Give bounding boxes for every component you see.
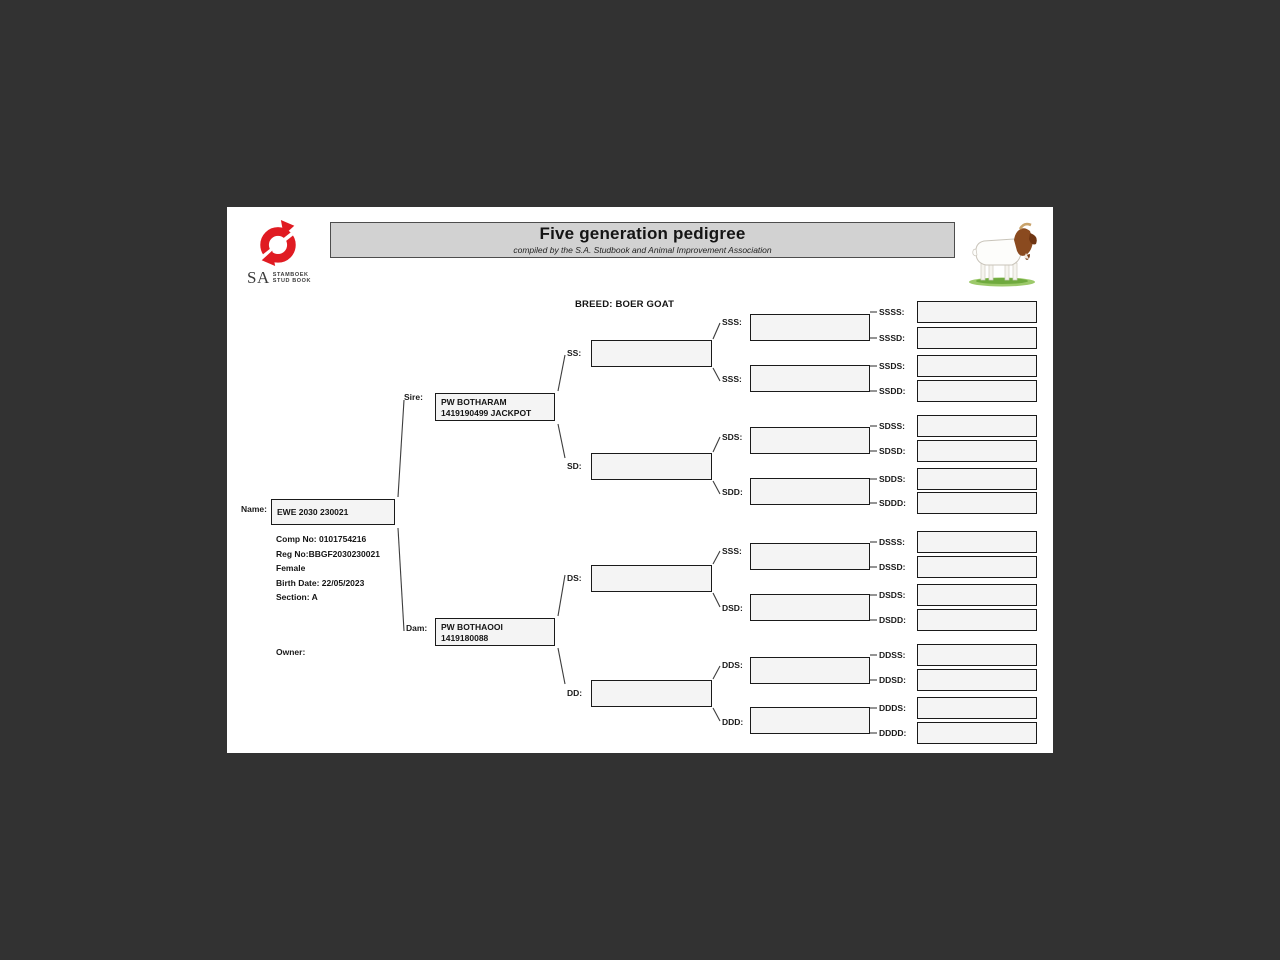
gen5-label-6: SDSD: [879, 446, 906, 456]
gen5-label-9: DSSS: [879, 537, 905, 547]
sire-reg: 1419190499 JACKPOT [441, 407, 532, 418]
dam-label: Dam: [406, 623, 428, 633]
page-subtitle: compiled by the S.A. Studbook and Animal Improvement Association [513, 245, 772, 255]
reg-no: Reg No:BBGF2030230021 [276, 548, 380, 559]
gen4-box-1 [750, 314, 870, 341]
gen5-label-8: SDDD: [879, 498, 906, 508]
gen5-box-11 [917, 584, 1037, 606]
gen5-label-10: DSSD: [879, 562, 906, 572]
gen5-label-15: DDDS: [879, 703, 906, 713]
dam-box [435, 618, 555, 646]
logo-wordmark [273, 272, 311, 285]
gen5-box-14 [917, 669, 1037, 691]
gen4-box-7 [750, 657, 870, 684]
gen4-label-1: SSS: [722, 317, 742, 327]
dam-name: PW BOTHAOOI [441, 622, 503, 632]
ss-box [591, 340, 712, 367]
gen4-box-5 [750, 543, 870, 570]
gen5-label-2: SSSD: [879, 333, 905, 343]
gen5-box-6 [917, 440, 1037, 462]
sa-studbook-logo [247, 219, 347, 285]
gen5-box-12 [917, 609, 1037, 631]
sd-label: SD: [567, 461, 582, 471]
subject-details [276, 532, 380, 605]
gen5-box-15 [917, 697, 1037, 719]
gen4-box-8 [750, 707, 870, 734]
comp-no: Comp No: 0101754216 [276, 534, 367, 544]
subject-name: EWE 2030 230021 [277, 507, 349, 517]
logo-stamboek-text: STAMBOEK [272, 272, 309, 278]
sex: Female [276, 563, 306, 574]
gen5-label-16: DDDD: [879, 728, 907, 738]
gen4-box-6 [750, 594, 870, 621]
logo-studbook-text: STUD BOOK [272, 278, 312, 284]
gen5-box-13 [917, 644, 1037, 666]
gen5-label-14: DDSD: [879, 675, 906, 685]
gen5-box-9 [917, 531, 1037, 553]
gen4-box-4 [750, 478, 870, 505]
ss-label: SS: [567, 348, 582, 358]
section: Section: A [276, 592, 318, 603]
gen5-label-4: SSDD: [879, 386, 906, 396]
sire-name: PW BOTHARAM [441, 397, 507, 407]
gen5-box-2 [917, 327, 1037, 349]
sd-box [591, 453, 712, 480]
ds-box [591, 565, 712, 592]
gen4-label-6: DSD: [722, 603, 743, 613]
name-label: Name: [241, 504, 267, 514]
gen5-box-10 [917, 556, 1037, 578]
gen5-label-1: SSSS: [879, 307, 905, 317]
gen5-box-1 [917, 301, 1037, 323]
boer-goat-illustration-icon [964, 221, 1042, 294]
gen5-box-7 [917, 468, 1037, 490]
dd-label: DD: [567, 688, 583, 698]
gen4-label-8: DDD: [722, 717, 744, 727]
gen4-box-2 [750, 365, 870, 392]
gen4-box-3 [750, 427, 870, 454]
sire-box [435, 393, 555, 421]
sire-label: Sire: [404, 392, 423, 402]
title-bar [330, 222, 955, 258]
gen5-label-7: SDDS: [879, 474, 906, 484]
logo-arrows-icon [255, 219, 347, 272]
ds-label: DS: [567, 573, 582, 583]
gen4-label-5: SSS: [722, 546, 742, 556]
logo-sa-text: SA [247, 268, 270, 287]
gen5-box-4 [917, 380, 1037, 402]
gen4-label-3: SDS: [722, 432, 743, 442]
breed-label: BREED: BOER GOAT [575, 299, 675, 310]
gen4-label-4: SDD: [722, 487, 743, 497]
birth-date: Birth Date: 22/05/2023 [276, 577, 365, 588]
owner-label: Owner: [276, 647, 306, 657]
gen5-label-13: DDSS: [879, 650, 906, 660]
gen5-box-3 [917, 355, 1037, 377]
dam-reg: 1419180088 [441, 632, 489, 643]
gen4-label-7: DDS: [722, 660, 743, 670]
pedigree-page [227, 207, 1053, 753]
gen5-box-5 [917, 415, 1037, 437]
dd-box [591, 680, 712, 707]
page-title: Five generation pedigree [539, 224, 746, 243]
gen4-label-2: SSS: [722, 374, 742, 384]
subject-name-box [271, 499, 395, 525]
gen5-label-12: DSDD: [879, 615, 906, 625]
gen5-label-3: SSDS: [879, 361, 905, 371]
gen5-box-16 [917, 722, 1037, 744]
gen5-label-5: SDSS: [879, 421, 905, 431]
gen5-label-11: DSDS: [879, 590, 906, 600]
gen5-box-8 [917, 492, 1037, 514]
